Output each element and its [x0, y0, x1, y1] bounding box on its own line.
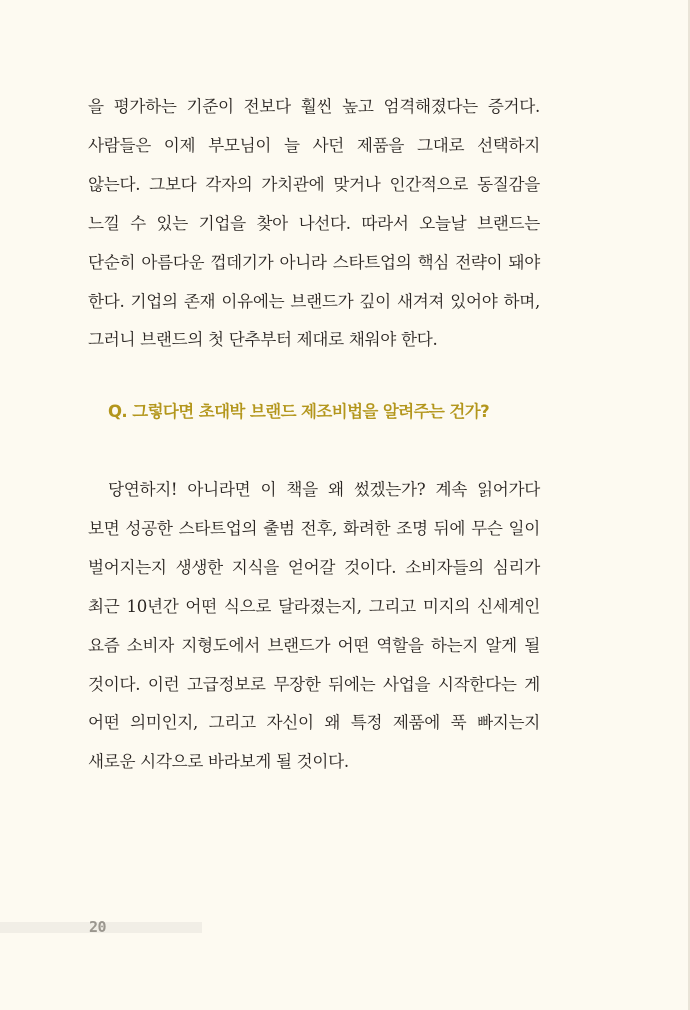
question-heading: Q. 그렇다면 초대박 브랜드 제조비법을 알려주는 건가? [108, 402, 490, 421]
page-number: 20 [89, 918, 107, 936]
body-paragraph-1: 을 평가하는 기준이 전보다 훨씬 높고 엄격해졌다는 증거다. 사람들은 이제 부모님이 늘 사던 제품을 그대로 선택하지 않는다. 그보다 각자의 가치관에 맞거나 인간적으로 동질감을 느낄 수 있는 기업을 찾아 나선다. 따라서 오늘날 브랜드는 단순히 아름다운 껍데기가 아니라 스타트업의 핵심 전략이 돼야 한다. 기업의 존재 이유에는 브랜드가 깊이 새겨져 있어야 하며, 그러니 브랜드의 첫 단추부터 제대로 채워야 한다. [88, 97, 540, 350]
body-paragraph-2: 당연하지! 아니라면 이 책을 왜 썼겠는가? 계속 읽어가다 보면 성공한 스타트업의 출범 전후, 화려한 조명 뒤에 무슨 일이 벌어지는지 생생한 지식을 얻어갈 것이다. 소비자들의 심리가 최근 10년간 어떤 식으로 달라졌는지, 그리고 미지의 신세계인 요즘 소비자 지형도에서 브랜드가 어떤 역할을 하는지 알게 될 것이다. 이런 고급정보로 무장한 뒤에는 사업을 시작한다는 게 어떤 의미인지, 그리고 자신이 왜 특정 제품에 푹 빠지는지 새로운 시각으로 바라보게 될 것이다. [88, 480, 540, 772]
